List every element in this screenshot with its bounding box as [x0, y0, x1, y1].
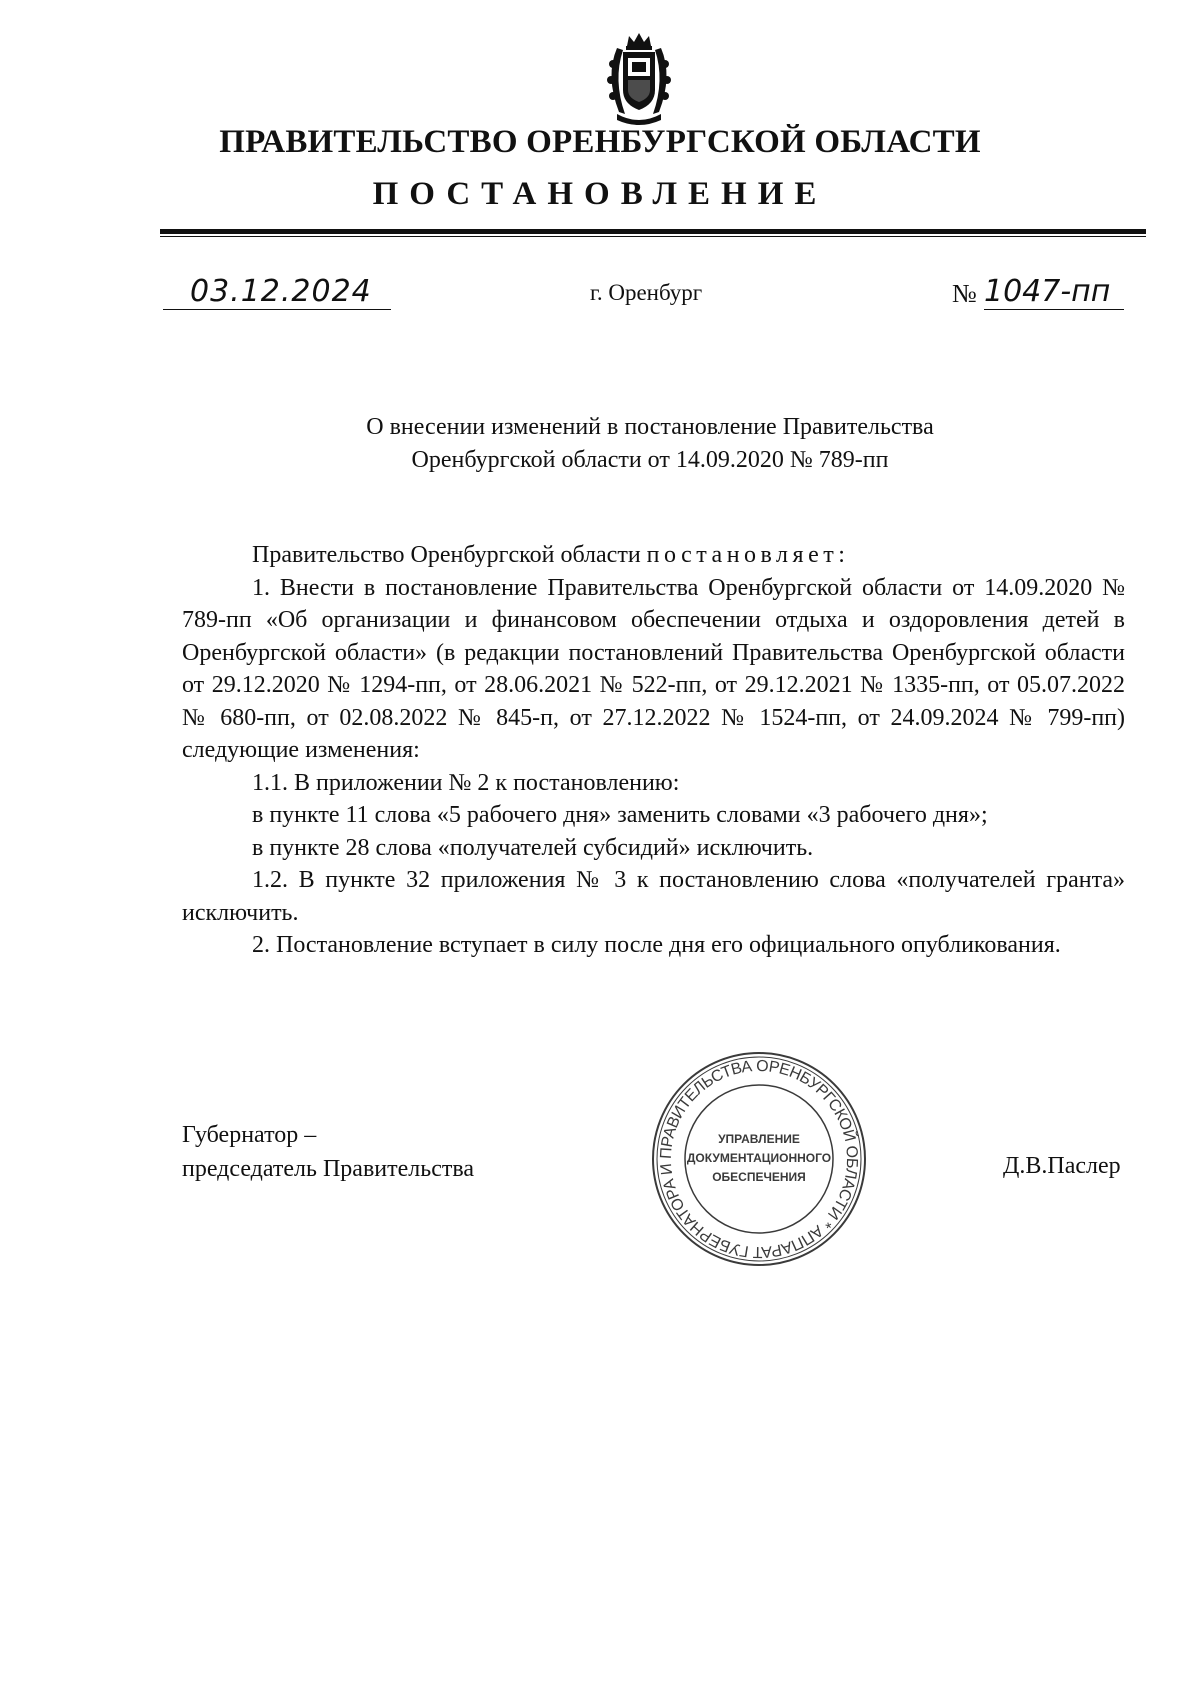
signatory-position-line-2: председатель Правительства — [182, 1156, 475, 1182]
header-divider-thin — [160, 236, 1146, 237]
signatory-position — [182, 1118, 474, 1186]
organization-title: ПРАВИТЕЛЬСТВО ОРЕНБУРГСКОЙ ОБЛАСТИ — [219, 124, 981, 160]
stamp-center-line-3: ОБЕСПЕЧЕНИЯ — [712, 1170, 806, 1184]
signatory-position-line-1: Губернатор – — [182, 1122, 317, 1148]
date-underline — [163, 309, 391, 310]
official-stamp — [650, 1050, 868, 1268]
paragraph-1-2: 1.2. В пункте 32 приложения № 3 к постановлению слова «получателей гранта» исключить. — [182, 867, 1125, 926]
number-underline — [984, 309, 1124, 310]
preamble-start: Правительство Оренбургской области — [252, 542, 641, 568]
coat-of-arms-icon — [599, 28, 679, 128]
stamp-ring-text: ПРАВИТЕЛЬСТВА ОРЕНБУРГСКОЙ ОБЛАСТИ * АППАРАТ ГУБЕРНАТОРА И — [657, 1057, 861, 1261]
paragraph-1-1-b: в пункте 28 слова «получателей субсидий» исключить. — [252, 834, 814, 861]
document-type-title: ПОСТАНОВЛЕНИЕ — [372, 176, 828, 212]
stamp-center-line-2: ДОКУМЕНТАЦИОННОГО — [686, 1151, 832, 1165]
preamble-action: постановляет: — [646, 542, 850, 568]
paragraph-1-1: 1.1. В приложении № 2 к постановлению: — [252, 769, 680, 796]
preamble — [182, 539, 1125, 572]
document-number: 1047-пп — [984, 274, 1111, 309]
document-date: 03.12.2024 — [190, 274, 372, 309]
subject-line-2: Оренбургской области от 14.09.2020 № 789-пп — [411, 447, 889, 473]
paragraph-1-1-a: в пункте 11 слова «5 рабочего дня» заменить словами «3 рабочего дня»; — [252, 802, 988, 828]
header-divider-thick — [160, 229, 1146, 234]
paragraph-2: 2. Постановление вступает в силу после дня его официального опубликования. — [252, 932, 1061, 958]
number-sign: № — [952, 279, 977, 308]
document-subject — [180, 411, 1120, 477]
subject-line-1: О внесении изменений в постановление Правительства — [366, 414, 934, 440]
stamp-center-line-1: УПРАВЛЕНИЕ — [718, 1132, 800, 1146]
document-city: г. Оренбург — [590, 280, 703, 305]
paragraph-1: 1. Внести в постановление Правительства Оренбургской области от 14.09.2020 № 789-пп «Об организации и финансовом обеспечении отдыха и оздоровления детей в Оренбургской области» (в редакции постановлений Правительства Оренбургской области от 29.12.2020 № 1294-пп, от 28.06.2021 № 522-пп, от 29.12.2021 № 1335-пп, от 05.07.2022 № 680-пп, от 02.08.2022 № 845-п, от 27.12.2022 № 1524-пп, от 24.09.2024 № 799-пп) следующие изменения: — [182, 574, 1125, 763]
signatory-name: Д.В.Паслер — [1003, 1153, 1121, 1179]
document-body — [182, 539, 1125, 962]
